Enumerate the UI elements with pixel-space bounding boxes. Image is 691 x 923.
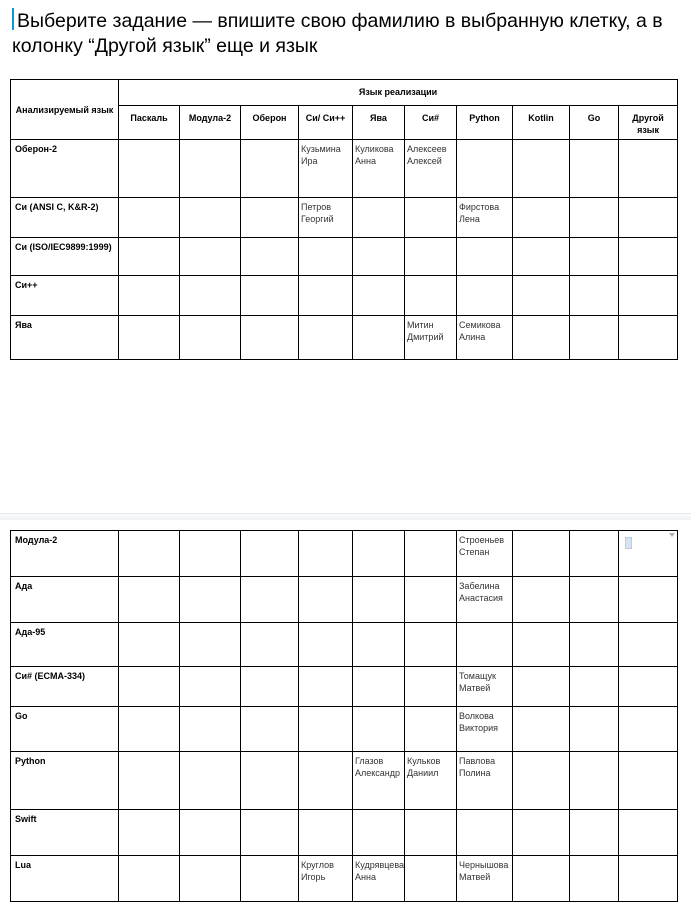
table-cell[interactable] <box>619 577 678 623</box>
table-cell[interactable] <box>353 276 405 316</box>
table-cell[interactable] <box>180 276 241 316</box>
table-cell[interactable] <box>119 856 180 902</box>
table-cell[interactable] <box>241 707 299 752</box>
table-cell[interactable] <box>619 752 678 810</box>
table-cell[interactable] <box>513 623 570 667</box>
row-header: Ява <box>11 316 119 360</box>
table-cell[interactable] <box>241 623 299 667</box>
table-cell[interactable]: Петров Георгий <box>299 198 353 238</box>
table-cell[interactable] <box>405 577 457 623</box>
row-header: Си (ISO/IEC9899:1999) <box>11 238 119 276</box>
row-header: Python <box>11 752 119 810</box>
table-cell[interactable]: Куликова Анна <box>353 140 405 198</box>
table-cell[interactable] <box>241 577 299 623</box>
table-cell[interactable] <box>513 752 570 810</box>
table-row <box>11 856 678 902</box>
table-cell[interactable] <box>241 752 299 810</box>
row-header: Go <box>11 707 119 752</box>
table-row <box>11 623 678 667</box>
table-cell[interactable] <box>570 623 619 667</box>
table-cell[interactable] <box>180 140 241 198</box>
table-cell[interactable] <box>619 667 678 707</box>
table-cell[interactable] <box>570 856 619 902</box>
col-header: Kotlin <box>513 106 570 140</box>
table-cell[interactable] <box>180 856 241 902</box>
table-row <box>11 316 678 360</box>
table-cell[interactable] <box>405 198 457 238</box>
table-cell[interactable] <box>405 276 457 316</box>
table-cell[interactable] <box>299 752 353 810</box>
col-header: Ява <box>353 106 405 140</box>
table-cell[interactable]: Томащук Матвей <box>457 667 513 707</box>
table-cell[interactable] <box>405 238 457 276</box>
table-cell[interactable] <box>180 238 241 276</box>
table-cell[interactable] <box>353 238 405 276</box>
table-cell[interactable] <box>619 140 678 198</box>
table-cell[interactable] <box>619 623 678 667</box>
row-header: Ада <box>11 577 119 623</box>
table-cell[interactable]: Кульков Даниил <box>405 752 457 810</box>
table-cell[interactable]: Алексеев Алексей <box>405 140 457 198</box>
assignment-table-part-2 <box>10 530 678 902</box>
table-cell[interactable] <box>241 238 299 276</box>
table-cell[interactable] <box>353 667 405 707</box>
table-cell[interactable]: Кудрявцева Анна <box>353 856 405 902</box>
table-cell[interactable] <box>457 276 513 316</box>
table-cell[interactable] <box>180 577 241 623</box>
table-cell[interactable] <box>619 198 678 238</box>
table-cell[interactable] <box>457 238 513 276</box>
table-cell[interactable] <box>119 238 180 276</box>
table-cell[interactable] <box>299 316 353 360</box>
row-header: Swift <box>11 810 119 856</box>
table-cell[interactable] <box>353 810 405 856</box>
table-cell[interactable]: Митин Дмитрий <box>405 316 457 360</box>
instruction-text: Выберите задание — впишите свою фамилию в выбранную клетку, а в колонку “Другой язык” еще и язык <box>12 10 663 57</box>
table-cell[interactable] <box>299 810 353 856</box>
table-cell[interactable] <box>513 667 570 707</box>
table-cell[interactable] <box>180 752 241 810</box>
table-cell[interactable] <box>119 623 180 667</box>
table-cell[interactable]: Чернышова Матвей <box>457 856 513 902</box>
table-cell[interactable] <box>619 810 678 856</box>
table-cell[interactable] <box>299 577 353 623</box>
corner-header: Анализируемый язык <box>11 80 119 140</box>
table-cell[interactable] <box>241 198 299 238</box>
table-cell[interactable]: Забелина Анастасия <box>457 577 513 623</box>
table-cell[interactable]: Строеньев Степан <box>457 531 513 577</box>
table-cell[interactable] <box>241 531 299 577</box>
table-cell[interactable] <box>513 238 570 276</box>
table-row <box>11 140 678 198</box>
table-cell[interactable] <box>570 198 619 238</box>
header-row-1 <box>11 80 678 106</box>
table-cell[interactable] <box>299 276 353 316</box>
table-cell[interactable]: Семикова Алина <box>457 316 513 360</box>
table-row <box>11 707 678 752</box>
table-cell[interactable] <box>180 316 241 360</box>
table-cell[interactable] <box>513 316 570 360</box>
table-cell[interactable] <box>241 856 299 902</box>
table-cell[interactable] <box>180 531 241 577</box>
dropdown-arrow-icon <box>669 533 675 537</box>
table-cell[interactable] <box>241 276 299 316</box>
table-cell[interactable] <box>513 810 570 856</box>
table-cell[interactable]: Фирстова Лена <box>457 198 513 238</box>
table-cell[interactable] <box>457 140 513 198</box>
table-cell[interactable] <box>180 198 241 238</box>
table-cell[interactable] <box>405 707 457 752</box>
table-cell[interactable] <box>241 140 299 198</box>
table-cell[interactable] <box>570 577 619 623</box>
table-cell[interactable] <box>619 276 678 316</box>
table-cell[interactable] <box>353 531 405 577</box>
table-cell[interactable] <box>119 140 180 198</box>
table-cell[interactable] <box>180 810 241 856</box>
table-cell[interactable] <box>180 667 241 707</box>
row-header: Lua <box>11 856 119 902</box>
col-header: Оберон <box>241 106 299 140</box>
table-cell[interactable] <box>570 238 619 276</box>
col-header: Паскаль <box>119 106 180 140</box>
table-cell[interactable] <box>405 856 457 902</box>
table-row <box>11 238 678 276</box>
col-header: Другой язык <box>619 106 678 140</box>
table-cell[interactable] <box>119 316 180 360</box>
table-cell[interactable] <box>570 810 619 856</box>
table-cell[interactable] <box>570 707 619 752</box>
table-cell[interactable] <box>119 707 180 752</box>
col-header: Си# <box>405 106 457 140</box>
table-cell[interactable] <box>570 531 619 577</box>
table-cell[interactable] <box>619 707 678 752</box>
table-row <box>11 577 678 623</box>
table-cell[interactable] <box>353 198 405 238</box>
table-cell[interactable] <box>299 623 353 667</box>
table-cell[interactable] <box>513 531 570 577</box>
table-cell[interactable] <box>119 198 180 238</box>
table-cell[interactable] <box>457 623 513 667</box>
table-cell[interactable] <box>513 856 570 902</box>
table-cell[interactable] <box>119 577 180 623</box>
table-cell[interactable] <box>241 667 299 707</box>
table-cell[interactable]: Кузьмина Ира <box>299 140 353 198</box>
table-cell[interactable] <box>513 198 570 238</box>
table-cell[interactable] <box>619 316 678 360</box>
table-cell[interactable] <box>119 531 180 577</box>
table-row <box>11 276 678 316</box>
table-cell[interactable]: Круглов Игорь <box>299 856 353 902</box>
table-cell[interactable] <box>513 140 570 198</box>
table-cell[interactable] <box>180 623 241 667</box>
row-header: Ада-95 <box>11 623 119 667</box>
table-cell[interactable] <box>619 856 678 902</box>
table-cell[interactable] <box>353 577 405 623</box>
table-row <box>11 198 678 238</box>
table-cell[interactable]: Волкова Виктория <box>457 707 513 752</box>
table-cell[interactable] <box>353 316 405 360</box>
table-cell[interactable] <box>241 316 299 360</box>
table-cell[interactable] <box>570 140 619 198</box>
table-cell[interactable] <box>570 316 619 360</box>
table-row <box>11 810 678 856</box>
table-cell[interactable] <box>180 707 241 752</box>
table-cell[interactable]: Глазов Александр <box>353 752 405 810</box>
col-header: Си/ Си++ <box>299 106 353 140</box>
table-cell[interactable] <box>457 810 513 856</box>
table-cell[interactable] <box>513 577 570 623</box>
table-cell[interactable] <box>353 623 405 667</box>
row-header: Оберон-2 <box>11 140 119 198</box>
table-row <box>11 531 678 577</box>
page-break <box>0 513 691 520</box>
table-cell[interactable] <box>119 276 180 316</box>
col-header: Модула-2 <box>180 106 241 140</box>
table-cell[interactable] <box>299 667 353 707</box>
table-row <box>11 752 678 810</box>
table-cell[interactable] <box>119 810 180 856</box>
table-cell[interactable] <box>619 238 678 276</box>
table-cell[interactable] <box>299 707 353 752</box>
row-header: Модула-2 <box>11 531 119 577</box>
table-cell[interactable] <box>405 623 457 667</box>
table-cell[interactable]: Павлова Полина <box>457 752 513 810</box>
table-cell[interactable] <box>119 667 180 707</box>
table-cell[interactable] <box>405 810 457 856</box>
table-cell[interactable] <box>513 707 570 752</box>
table-cell[interactable] <box>405 667 457 707</box>
row-header: Си# (ECMA-334) <box>11 667 119 707</box>
table-cell[interactable] <box>299 238 353 276</box>
table-row <box>11 667 678 707</box>
table-cell[interactable] <box>405 531 457 577</box>
selection-marker <box>625 537 632 549</box>
row-header: Си++ <box>11 276 119 316</box>
table-cell[interactable] <box>570 752 619 810</box>
table-cell[interactable] <box>353 707 405 752</box>
assignment-table-part-1 <box>10 79 678 360</box>
super-header: Язык реализации <box>119 80 678 106</box>
table-cell[interactable] <box>570 276 619 316</box>
table-cell[interactable] <box>513 276 570 316</box>
row-header: Си (ANSI C, K&R-2) <box>11 198 119 238</box>
table-cell[interactable] <box>241 810 299 856</box>
table-cell[interactable] <box>299 531 353 577</box>
col-header: Python <box>457 106 513 140</box>
text-cursor <box>12 8 14 30</box>
table-cell[interactable] <box>119 752 180 810</box>
table-cell[interactable] <box>570 667 619 707</box>
col-header: Go <box>570 106 619 140</box>
